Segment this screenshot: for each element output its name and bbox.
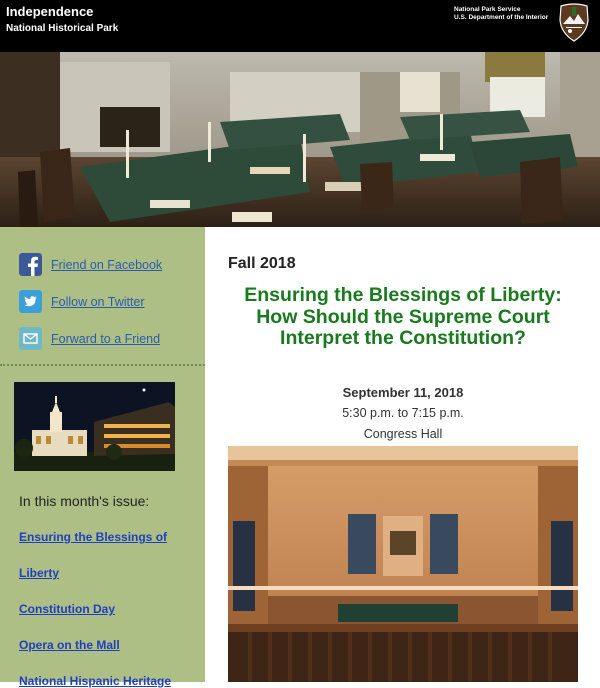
twitter-link-label[interactable]: Follow on Twitter (51, 295, 145, 309)
article-title: Ensuring the Blessings of Liberty: How Should the Supreme Court Interpret the Constitution? (244, 284, 562, 349)
facebook-link-label[interactable]: Friend on Facebook (51, 258, 163, 272)
event-venue: Congress Hall (363, 427, 443, 441)
issue-link-constitution-day[interactable]: Constitution Day (19, 602, 115, 616)
congress-hall-photo (228, 446, 578, 682)
issue-link-opera[interactable]: Opera on the Mall (19, 638, 120, 652)
twitter-icon (19, 290, 42, 313)
issue-link-liberty[interactable]: Liberty (19, 566, 60, 580)
issue-heading: In this month's issue: (19, 493, 150, 509)
newsletter-header (0, 0, 600, 52)
sidebar-divider (0, 364, 205, 366)
independence-hall-night-photo (14, 382, 175, 471)
facebook-icon (19, 253, 42, 276)
assembly-room-photo (0, 52, 600, 227)
issue-link-hispanic-heritage[interactable]: National Hispanic Heritage (19, 674, 172, 688)
email-icon (19, 327, 42, 350)
issue-link-blessings[interactable]: Ensuring the Blessings of (19, 530, 168, 544)
event-time: 5:30 p.m. to 7:15 p.m. (342, 406, 464, 420)
park-name: Independence (6, 4, 94, 19)
event-date: September 11, 2018 (342, 385, 464, 400)
issue-season: Fall 2018 (228, 255, 296, 272)
agency-line-2: U.S. Department of the Interior (454, 14, 549, 21)
sidebar (0, 227, 205, 688)
agency-line-1: National Park Service (454, 6, 521, 13)
park-subtitle: National Historical Park (6, 23, 119, 34)
agency-name (454, 6, 548, 22)
nps-arrowhead-icon (557, 2, 591, 42)
forward-link-label[interactable]: Forward to a Friend (51, 332, 161, 346)
